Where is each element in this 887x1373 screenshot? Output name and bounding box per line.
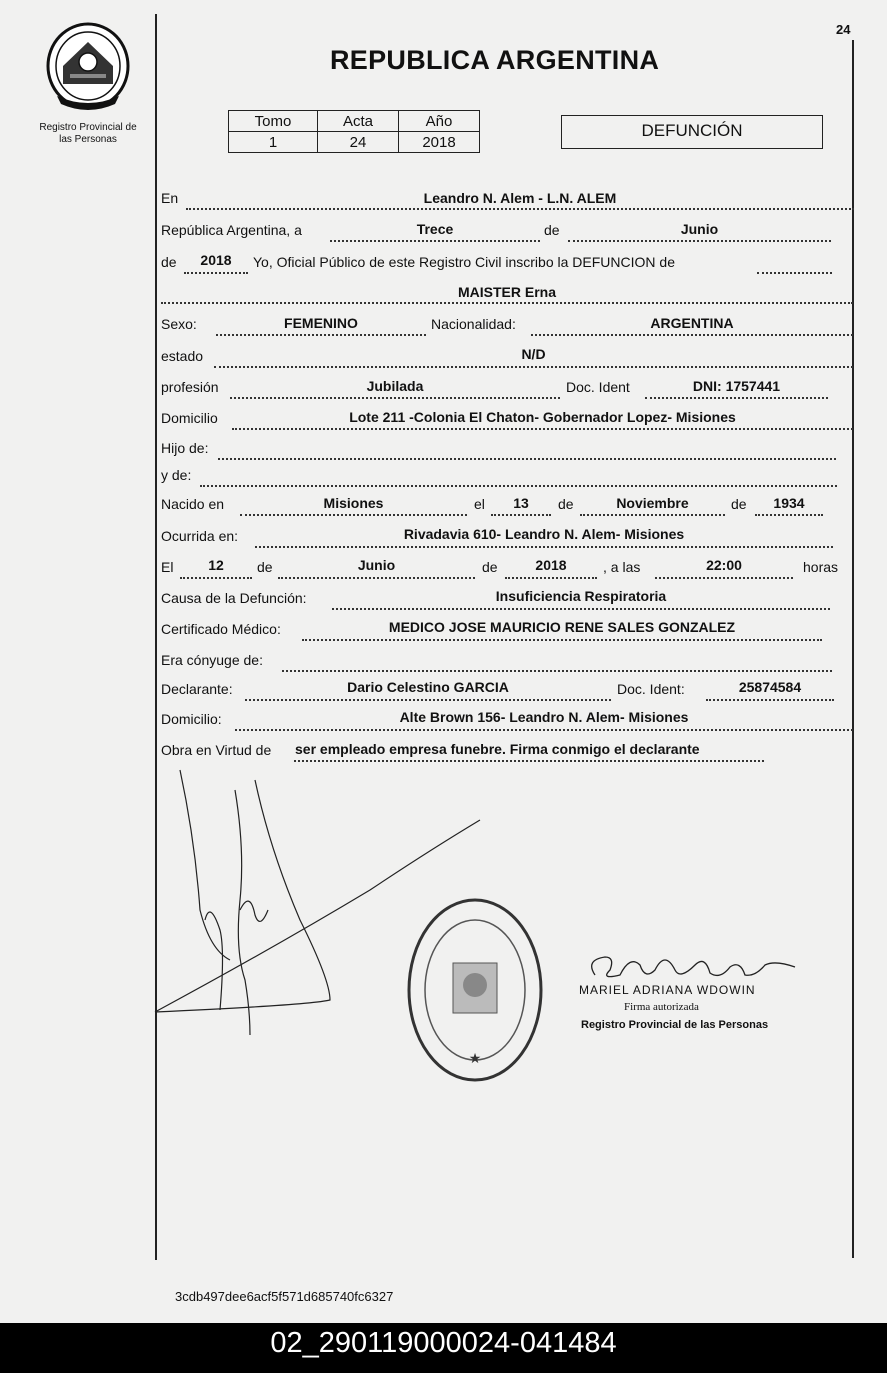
obra-label: Obra en Virtud de (161, 742, 272, 758)
birth-month-line (580, 514, 725, 516)
profesion-value: Jubilada (366, 378, 424, 394)
declarante-line (245, 699, 611, 701)
birth-day-line (491, 514, 551, 516)
profesion-label: profesión (161, 379, 219, 395)
nacionalidad-label: Nacionalidad: (431, 316, 516, 332)
hijo-line (218, 458, 836, 460)
record-type-box: DEFUNCIÓN (561, 115, 823, 149)
birth-year-line (755, 514, 823, 516)
hijo-label: Hijo de: (161, 440, 209, 456)
acta-value: 24 (318, 132, 399, 153)
nacionalidad-line (531, 334, 853, 336)
footer-id: 02_290119000024-041484 (270, 1327, 617, 1359)
sexo-line (216, 334, 426, 336)
en-value: Leandro N. Alem - L.N. ALEM (423, 190, 617, 206)
yde-label: y de: (161, 467, 192, 483)
tomo-header: Tomo (229, 111, 318, 132)
death-year-value: 2018 (535, 557, 567, 573)
registry-value-row (229, 132, 480, 153)
alas-label: , a las (603, 559, 641, 575)
left-margin-line (155, 14, 157, 1260)
page-number: 24 (836, 22, 851, 37)
doc-line (645, 397, 828, 399)
death-day-line (180, 577, 252, 579)
cert-value: MEDICO JOSE MAURICIO RENE SALES GONZALEZ (388, 619, 736, 635)
right-margin-line (852, 40, 854, 1258)
official-stamp (405, 895, 545, 1085)
day-word-line (330, 240, 540, 242)
signatory-role: Firma autorizada (624, 1001, 699, 1013)
declarante-label: Declarante: (161, 681, 233, 697)
doc2-line (706, 699, 834, 701)
province-seal-logo (45, 22, 131, 110)
domicilio-label: Domicilio (161, 410, 218, 426)
domicilio2-label: Domicilio: (161, 711, 222, 727)
birth-month-value: Noviembre (616, 495, 689, 511)
de4-label: de (731, 496, 747, 512)
domicilio2-value: Alte Brown 156- Leandro N. Alem- Misiones (399, 709, 689, 725)
death-month-line (278, 577, 475, 579)
death-year-line (505, 577, 597, 579)
acta-header: Acta (318, 111, 399, 132)
doc2-value: 25874584 (738, 679, 802, 695)
de6-label: de (482, 559, 498, 575)
anio-value: 2018 (399, 132, 480, 153)
de1-label: de (544, 222, 560, 238)
svg-text:★: ★ (468, 1050, 482, 1066)
oficial-text: Yo, Oficial Público de este Registro Civil inscribo la DEFUNCION de (253, 254, 675, 270)
conyuge-line (282, 670, 832, 672)
signatory-name: MARIEL ADRIANA WDOWIN (579, 983, 756, 997)
ocurrida-value: Rivadavia 610- Leandro N. Alem- Misiones (403, 526, 685, 542)
logo-caption (28, 122, 148, 146)
el-label: el (474, 496, 485, 512)
death-month-value: Junio (357, 557, 396, 573)
time-line (655, 577, 793, 579)
doc2-label: Doc. Ident: (617, 681, 685, 697)
time-value: 22:00 (706, 557, 742, 573)
ocurrida-label: Ocurrida en: (161, 528, 239, 544)
yde-line (200, 485, 837, 487)
obra-value: ser empleado empresa funebre. Firma conmigo el declarante (295, 741, 700, 757)
domicilio2-line (235, 729, 853, 731)
ocurrida-line (255, 546, 833, 548)
year-value: 2018 (200, 252, 232, 268)
domicilio-value: Lote 211 -Colonia El Chaton- Gobernador Lopez- Misiones (349, 409, 736, 425)
doc-label: Doc. Ident (566, 379, 630, 395)
estado-label: estado (161, 348, 204, 364)
death-day-value: 12 (208, 557, 224, 573)
cert-label: Certificado Médico: (161, 621, 281, 637)
tomo-value: 1 (229, 132, 318, 153)
de5-label: de (257, 559, 273, 575)
birth-year-value: 1934 (773, 495, 805, 511)
estado-value: N/D (521, 346, 546, 362)
declarante-value: Dario Celestino GARCIA (347, 679, 509, 695)
logo-caption-line2: las Personas (59, 134, 117, 145)
profesion-line (230, 397, 560, 399)
en-label: En (161, 190, 179, 206)
conyuge-label: Era cónyuge de: (161, 652, 263, 668)
horas-label: horas (803, 559, 839, 575)
nacido-value: Misiones (323, 495, 384, 511)
el2-label: El (161, 559, 174, 575)
name-line (161, 302, 853, 304)
logo-caption-line1: Registro Provincial de (39, 122, 137, 133)
month-line (568, 240, 831, 242)
causa-line (332, 608, 830, 610)
causa-value: Insuficiencia Respiratoria (495, 588, 667, 604)
document-title: REPUBLICA ARGENTINA (330, 45, 660, 75)
cert-line (302, 639, 822, 641)
deceased-name: MAISTER Erna (457, 284, 556, 300)
month-value: Junio (680, 221, 719, 237)
anio-header: Año (399, 111, 480, 132)
sexo-value: FEMENINO (284, 315, 358, 331)
birth-day-value: 13 (513, 495, 529, 511)
sexo-label: Sexo: (161, 316, 197, 332)
en-line (186, 208, 854, 210)
registry-header-row (229, 111, 480, 132)
de3-label: de (558, 496, 574, 512)
estado-line (214, 366, 853, 368)
doc-value: DNI: 1757441 (692, 378, 781, 394)
de2-label: de (161, 254, 177, 270)
day-word-value: Trece (416, 221, 454, 237)
registry-table (228, 110, 480, 153)
year-line (184, 272, 248, 274)
oficial-line (757, 272, 832, 274)
nacionalidad-value: ARGENTINA (650, 315, 734, 331)
republica-label: República Argentina, a (161, 222, 302, 238)
signatory-org: Registro Provincial de las Personas (581, 1019, 769, 1031)
document-hash: 3cdb497dee6acf5f571d685740fc6327 (175, 1289, 394, 1304)
nacido-label: Nacido en (161, 496, 225, 512)
domicilio-line (232, 428, 853, 430)
nacido-line (240, 514, 467, 516)
footer-id-bar (0, 1323, 887, 1373)
causa-label: Causa de la Defunción: (161, 590, 307, 606)
